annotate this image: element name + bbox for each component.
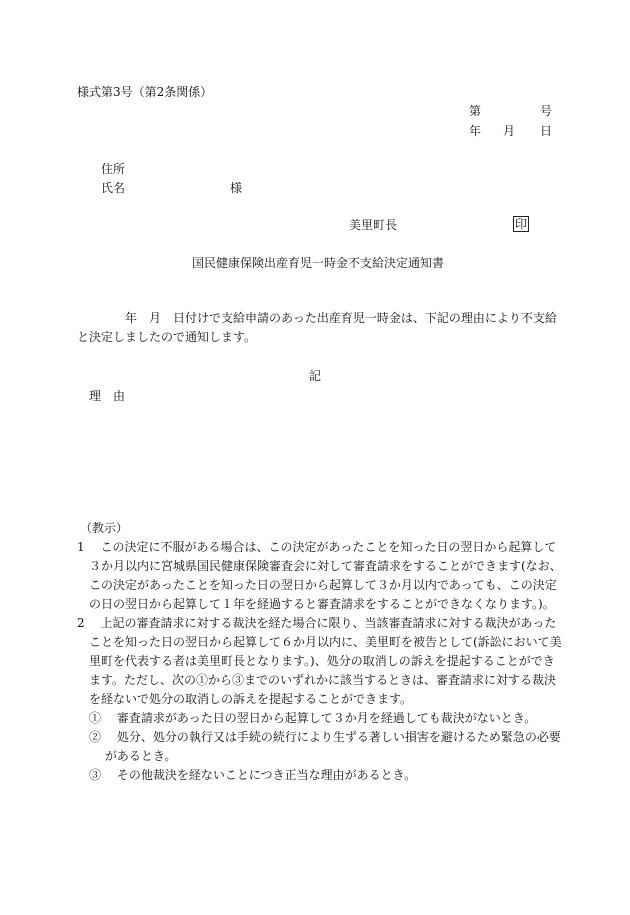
date-day: 日 [540, 124, 553, 138]
note-line: 1 この決定に不服がある場合は、この決定があったことを知った日の翌日から起算して [77, 540, 557, 554]
note-line: ③ その他裁決を経ないことにつき正当な理由があるとき。 [77, 768, 417, 782]
note-line: 2 上記の審査請求に対する裁決を経た場合に限り、当該審査請求に対する裁決があった [77, 616, 557, 630]
note-line: この決定があったことを知った日の翌日から起算して３か月以内であっても、この決定 [77, 578, 557, 592]
note-line: の日の翌日から起算して１年を経過すると審査請求をすることができなくなります。)。 [77, 597, 555, 611]
official-seal [513, 216, 529, 232]
form-number: 様式第3号（第2条関係） [77, 85, 213, 99]
date-month: 月 [503, 124, 516, 138]
name-label: 氏名 [101, 181, 126, 195]
note-line: ② 処分、処分の執行又は手続の続行により生ずる著しい損害を避けるため緊急の必要 [77, 730, 561, 744]
note-line: があるとき。 [77, 749, 177, 763]
note-line: を経ないで処分の取消しの訴えを提起することができます。 [77, 692, 413, 706]
note-line: 里町を代表する者は美里町長となります。)、処分の取消しの訴えを提起することができ [77, 654, 555, 668]
kyouji-heading: （教示） [80, 521, 129, 535]
issuer-name: 美里町長 [349, 218, 398, 232]
body-line-2: と決定しましたので通知します。 [77, 330, 257, 344]
sama-honorific: 様 [230, 181, 243, 195]
note-line: ことを知った日の翌日から起算して６か月以内に、美里町を被告として(訴訟において美 [77, 635, 562, 649]
doc-number-prefix: 第 [469, 104, 482, 118]
note-line: ① 審査請求があった日の翌日から起算して３か月を経過しても裁決がないとき。 [77, 711, 537, 725]
doc-number-suffix: 号 [540, 104, 553, 118]
seal-mark: 印 [515, 217, 528, 231]
reason-label: 理 由 [89, 389, 126, 403]
document-title: 国民健康保険出産育児一時金不支給決定通知書 [192, 256, 445, 270]
date-year: 年 [469, 124, 482, 138]
body-line-1: 年 月 日付けで支給申請のあった出産育児一時金は、下記の理由により不支給 [77, 311, 557, 325]
address-label: 住所 [101, 162, 126, 176]
note-line: ます。ただし、次の①から③までのいずれかに該当するときは、審査請求に対する裁決 [77, 673, 557, 687]
note-line: ３か月以内に宮城県国民健康保険審査会に対して審査請求をすることができます(なお、 [77, 559, 562, 573]
ki-heading: 記 [309, 369, 322, 383]
